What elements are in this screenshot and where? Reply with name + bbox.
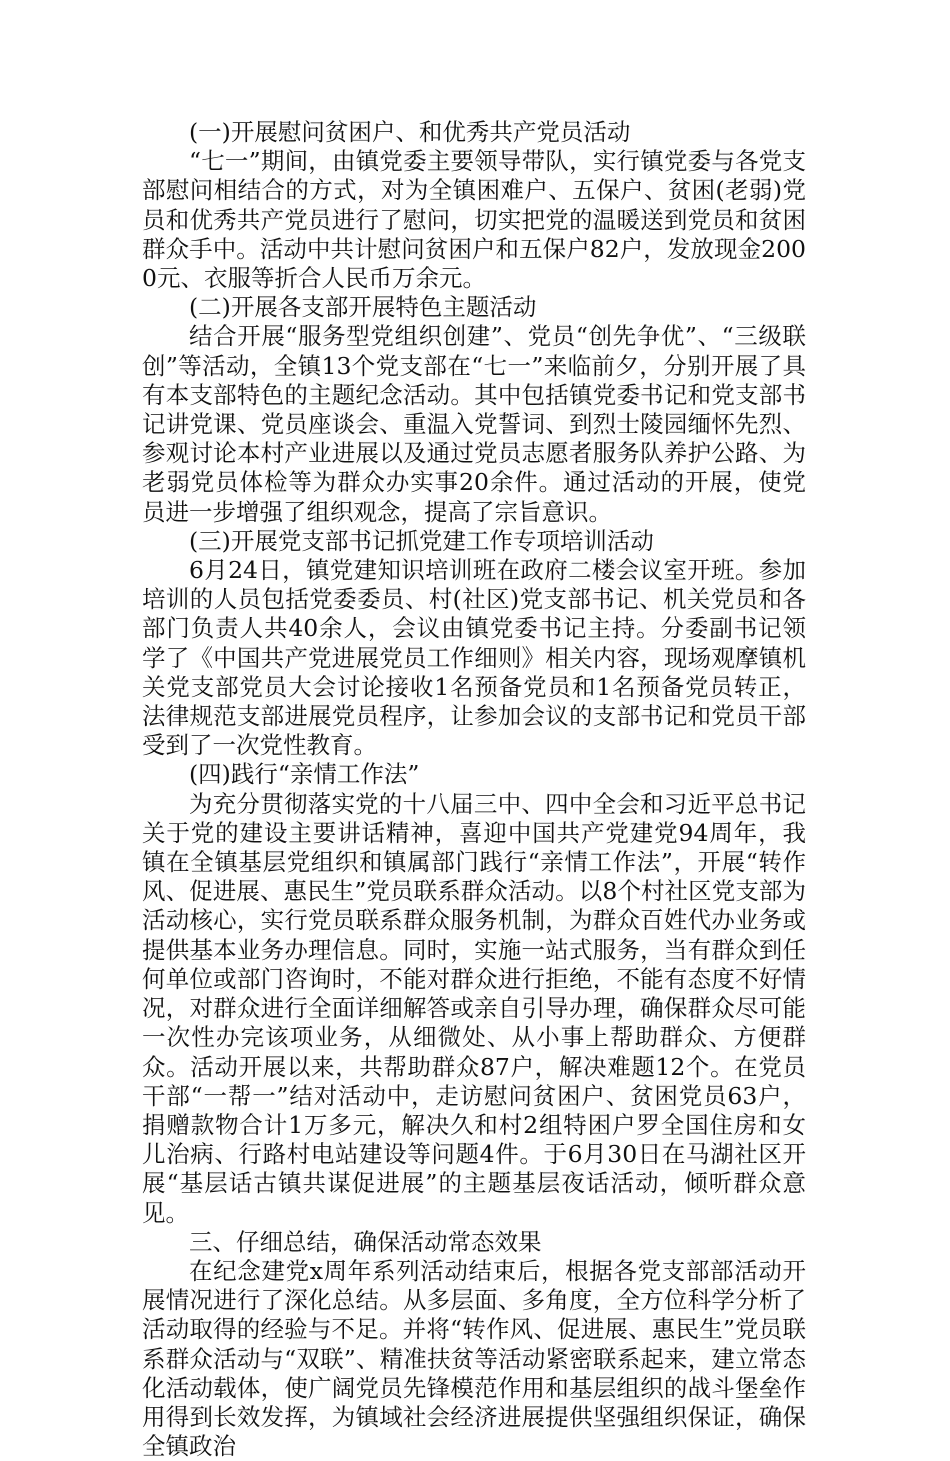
paragraph-1: “七一”期间，由镇党委主要领导带队，实行镇党委与各党支部慰问相结合的方式，对为全镇困难户、五保户、贫困(老弱)党员和优秀共产党员进行了慰问，切实把党的温暖送到党员和贫困群众手中。活动中共计慰问贫困户和五保户82户，发放现金2000元、衣服等折合人民币万余元。 — [142, 147, 806, 293]
paragraph-5: 在纪念建党x周年系列活动结束后，根据各党支部部活动开展情况进行了深化总结。从多层面、多角度，全方位科学分析了活动取得的经验与不足。并将“转作风、促进展、惠民生”党员联系群众活动与“双联”、精准扶贫等活动紧密联系起来，建立常态化活动载体，使广阔党员先锋模范作用和基层组织的战斗堡垒作用得到长效发挥，为镇域社会经济进展提供坚强组织保证，确保全镇政治 — [142, 1256, 806, 1461]
heading-part-3: 三、仔细总结，确保活动常态效果 — [189, 1227, 542, 1256]
document-body — [142, 118, 806, 1461]
paragraph-2: 结合开展“服务型党组织创建”、党员“创先争优”、“三级联创”等活动，全镇13个党支部在“七一”来临前夕，分别开展了具有本支部特色的主题纪念活动。其中包括镇党委书记和党支部书记讲党课、党员座谈会、重温入党誓词、到烈士陵园缅怀先烈、参观讨论本村产业进展以及通过党员志愿者服务队养护公路、为老弱党员体检等为群众办实事20余件。通过活动的开展，使党员进一步增强了组织观念，提高了宗旨意识。 — [142, 322, 806, 526]
heading-section-4: (四)践行“亲情工作法” — [189, 760, 420, 789]
heading-section-3: (三)开展党支部书记抓党建工作专项培训活动 — [189, 526, 654, 555]
heading-section-2: (二)开展各支部开展特色主题活动 — [189, 293, 537, 322]
paragraph-4: 为充分贯彻落实党的十八届三中、四中全会和习近平总书记关于党的建设主要讲话精神，喜迎中国共产党建党94周年，我镇在全镇基层党组织和镇属部门践行“亲情工作法”，开展“转作风、促进展、惠民生”党员联系群众活动。以8个村社区党支部为活动核心，实行党员联系群众服务机制，为群众百姓代办业务或提供基本业务办理信息。同时，实施一站式服务，当有群众到任何单位或部门咨询时，不能对群众进行拒绝，不能有态度不好情况，对群众进行全面详细解答或亲自引导办理，确保群众尽可能一次性办完该项业务，从细微处、从小事上帮助群众、方便群众。活动开展以来，共帮助群众87户，解决难题12个。在党员干部“一帮一”结对活动中，走访慰问贫困户、贫困党员63户，捐赠款物合计1万多元，解决久和村2组特困户罗全国住房和女儿治病、行路村电站建设等问题4件。于6月30日在马湖社区开展“基层话古镇共谋促进展”的主题基层夜话活动，倾听群众意见。 — [142, 789, 806, 1227]
heading-section-1: (一)开展慰问贫困户、和优秀共产党员活动 — [189, 118, 631, 146]
paragraph-3: 6月24日，镇党建知识培训班在政府二楼会议室开班。参加培训的人员包括党委委员、村(社区)党支部书记、机关党员和各部门负责人共40余人，会议由镇党委书记主持。分委副书记领学了《中国共产党进展党员工作细则》相关内容，现场观摩镇机关党支部党员大会讨论接收1名预备党员和1名预备党员转正，法律规范支部进展党员程序，让参加会议的支部书记和党员干部受到了一次党性教育。 — [142, 556, 806, 760]
